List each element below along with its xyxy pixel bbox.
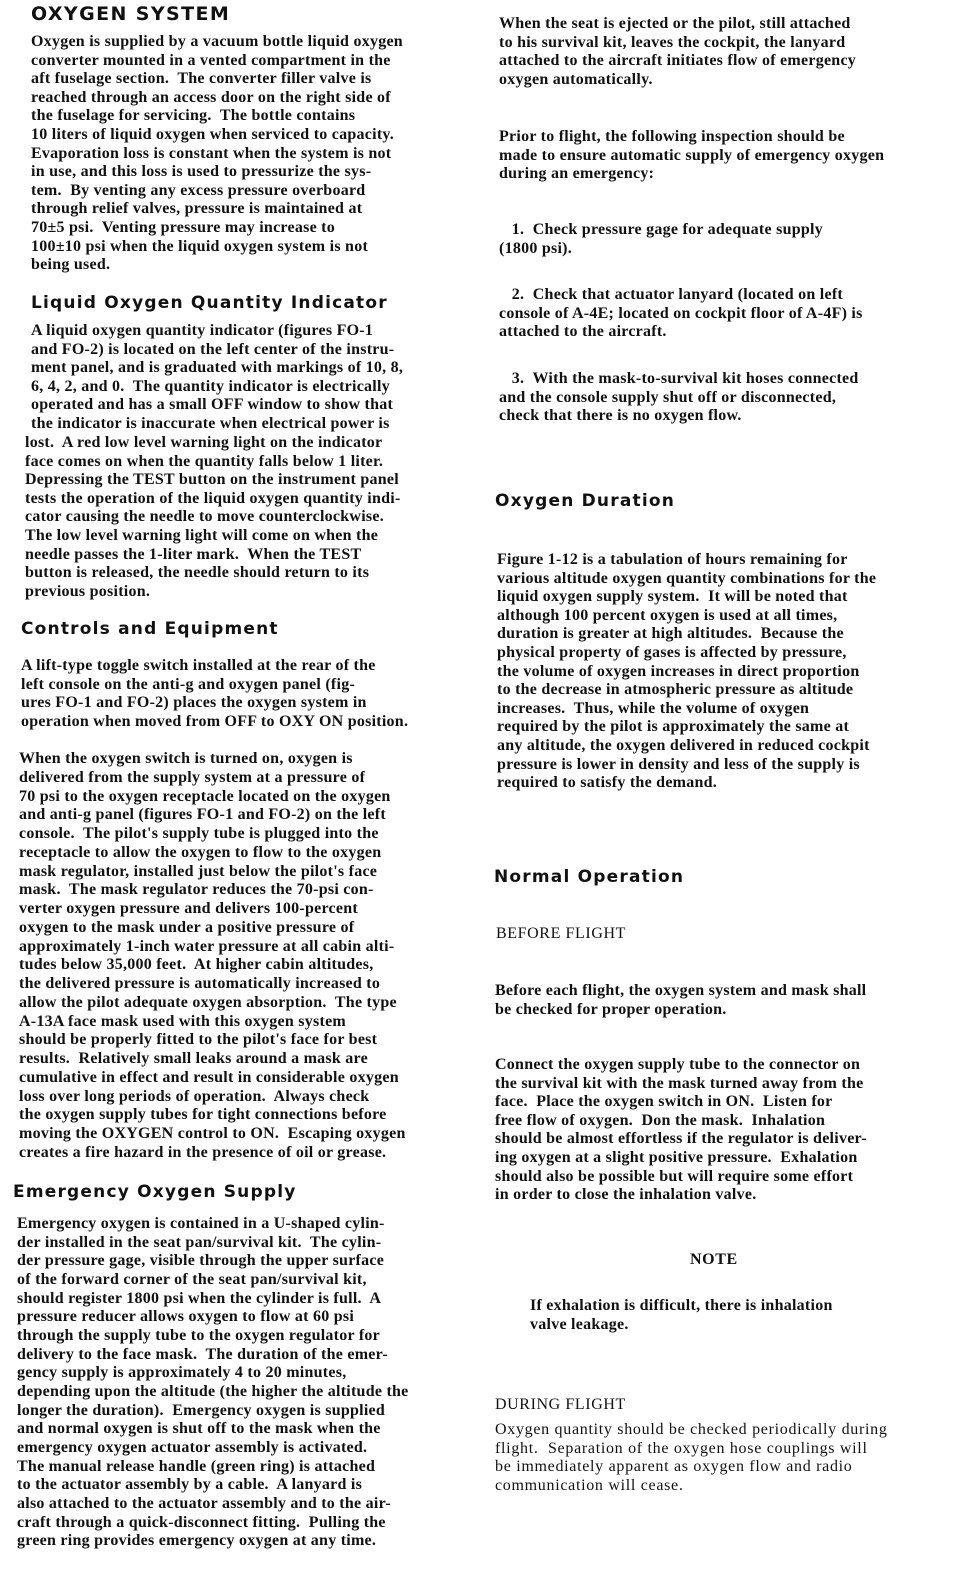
note-heading: NOTE: [690, 1251, 738, 1268]
heading-before-flight: BEFORE FLIGHT: [496, 925, 627, 942]
heading-controls-equipment: Controls and Equipment: [21, 619, 279, 639]
paragraph-before-flight-2: Connect the oxygen supply tube to the connector on the survival kit with the mask turned away from the face. Place the oxygen switch in ON. Listen for free flow of oxygen. Don the mask. Inhalation should be almost effortless if the regulator is deliver- ing oxygen at a slight positive pressure. Exhalation should also be possible but will require some effort in order to close the inhalation valve.: [495, 1056, 867, 1204]
paragraph-oxygen-duration: Figure 1-12 is a tabulation of hours remaining for various altitude oxygen quantity combinations for the liquid oxygen supply system. It will be noted that although 100 percent oxygen is used at all times, duration is greater at high altitudes. Because the physical property of gases is affected by pressure, the volume of oxygen increases in direct proportion to the decrease in atmospheric pressure as altitude increases. Thus, while the volume of oxygen required by the pilot is approximately the same at any altitude, the oxygen delivered in reduced cockpit pressure is lower in density and less of the supply is required to satisfy the demand.: [497, 551, 877, 792]
paragraph-before-flight-1: Before each flight, the oxygen system and mask shall be checked for proper operation.: [495, 982, 867, 1018]
heading-during-flight: DURING FLIGHT: [495, 1396, 626, 1413]
inspection-step-1: 1. Check pressure gage for adequate supply (1800 psi).: [499, 221, 823, 257]
note-text: If exhalation is difficult, there is inhalation valve leakage.: [530, 1297, 833, 1333]
paragraph-controls-2: When the oxygen switch is turned on, oxygen is delivered from the supply system at a pressure of 70 psi to the oxygen receptacle located on the oxygen and anti-g panel (figures FO-1 and FO-2) on the left console. The pilot's supply tube is plugged into the receptacle to allow the oxygen to flow to the oxygen mask regulator, installed just below the pilot's face mask. The mask regulator reduces the 70-psi con- verter oxygen pressure and delivers 100-percent oxygen to the mask under a positive pressure of approximately 1-inch water pressure at all cabin alti- tudes below 35,000 feet. At higher cabin altitudes, the delivered pressure is automatically increased to allow the pilot adequate oxygen absorption. The type A-13A face mask used with this oxygen system should be properly fitted to the pilot's face for best results. Relatively small leaks around a mask are cumulative in effect and result in considerable oxygen loss over long periods of operation. Always check the oxygen supply tubes for tight connections before moving the OXYGEN control to ON. Escaping oxygen creates a fire hazard in the presence of oil or grease.: [19, 750, 406, 1161]
paragraph-lox-indicator-a: A liquid oxygen quantity indicator (figures FO-1 and FO-2) is located on the left center of the instru- ment panel, and is graduated with markings of 10, 8, 6, 4, 2, and 0. The quantity indicator is electrically operated and has a small OFF window to show that the indicator is inaccurate when electrical power is: [31, 322, 404, 432]
section-title-oxygen-system: OXYGEN SYSTEM: [31, 3, 231, 25]
heading-emergency-oxygen-supply: Emergency Oxygen Supply: [13, 1182, 297, 1202]
paragraph-lox-indicator-b: lost. A red low level warning light on the indicator face comes on when the quantity falls below 1 liter. Depressing the TEST button on the instrument panel tests the operation of the liquid oxygen quantity indi- cator causing the needle to move counterclockwise. The low level warning light will come on when the needle passes the 1-liter mark. When the TEST button is released, the needle should return to its previous position.: [25, 434, 401, 600]
paragraph-ejection: When the seat is ejected or the pilot, still attached to his survival kit, leaves the cockpit, the lanyard attached to the aircraft initiates flow of emergency oxygen automatically.: [499, 15, 857, 88]
heading-normal-operation: Normal Operation: [494, 867, 685, 887]
inspection-step-3: 3. With the mask-to-survival kit hoses connected and the console supply shut off or disconnected, check that there is no oxygen flow.: [499, 370, 859, 425]
paragraph-during-flight: Oxygen quantity should be checked periodically during flight. Separation of the oxygen hose couplings will be immediately apparent as oxygen flow and radio communication will cease.: [495, 1421, 888, 1494]
paragraph-oxygen-intro: Oxygen is supplied by a vacuum bottle liquid oxygen converter mounted in a vented compartment in the aft fuselage section. The converter filler valve is reached through an access door on the right side of the fuselage for servicing. The bottle contains 10 liters of liquid oxygen when serviced to capacity. Evaporation loss is constant when the system is not in use, and this loss is used to pressurize the sys- tem. By venting any excess pressure overboard through relief valves, pressure is maintained at 70±5 psi. Venting pressure may increase to 100±10 psi when the liquid oxygen system is not being used.: [31, 33, 403, 274]
heading-oxygen-duration: Oxygen Duration: [495, 491, 676, 511]
paragraph-emergency-oxygen: Emergency oxygen is contained in a U-shaped cylin- der installed in the seat pan/survival kit. The cylin- der pressure gage, visible through the upper surface of the forward corner of the seat pan/survival kit, should register 1800 psi when the cylinder is full. A pressure reducer allows oxygen to flow at 60 psi through the supply tube to the oxygen regulator for delivery to the face mask. The duration of the emer- gency supply is approximately 4 to 20 minutes, depending upon the altitude (the higher the altitude the longer the duration). Emergency oxygen is supplied and normal oxygen is shut off to the mask when the emergency oxygen actuator assembly is activated. The manual release handle (green ring) is attached to the actuator assembly by a cable. A lanyard is also attached to the actuator assembly and to the air- craft through a quick-disconnect fitting. Pulling the green ring provides emergency oxygen at any time.: [17, 1215, 409, 1550]
inspection-step-2: 2. Check that actuator lanyard (located on left console of A-4E; located on cockpit floor of A-4F) is attached to the aircraft.: [499, 286, 863, 341]
paragraph-inspection-intro: Prior to flight, the following inspection should be made to ensure automatic supply of emergency oxygen during an emergency:: [499, 128, 885, 183]
heading-lox-quantity-indicator: Liquid Oxygen Quantity Indicator: [31, 293, 388, 313]
paragraph-controls-1: A lift-type toggle switch installed at the rear of the left console on the anti-g and oxygen panel (fig- ures FO-1 and FO-2) places the oxygen system in operation when moved from OFF to OXY ON position.: [21, 657, 409, 730]
